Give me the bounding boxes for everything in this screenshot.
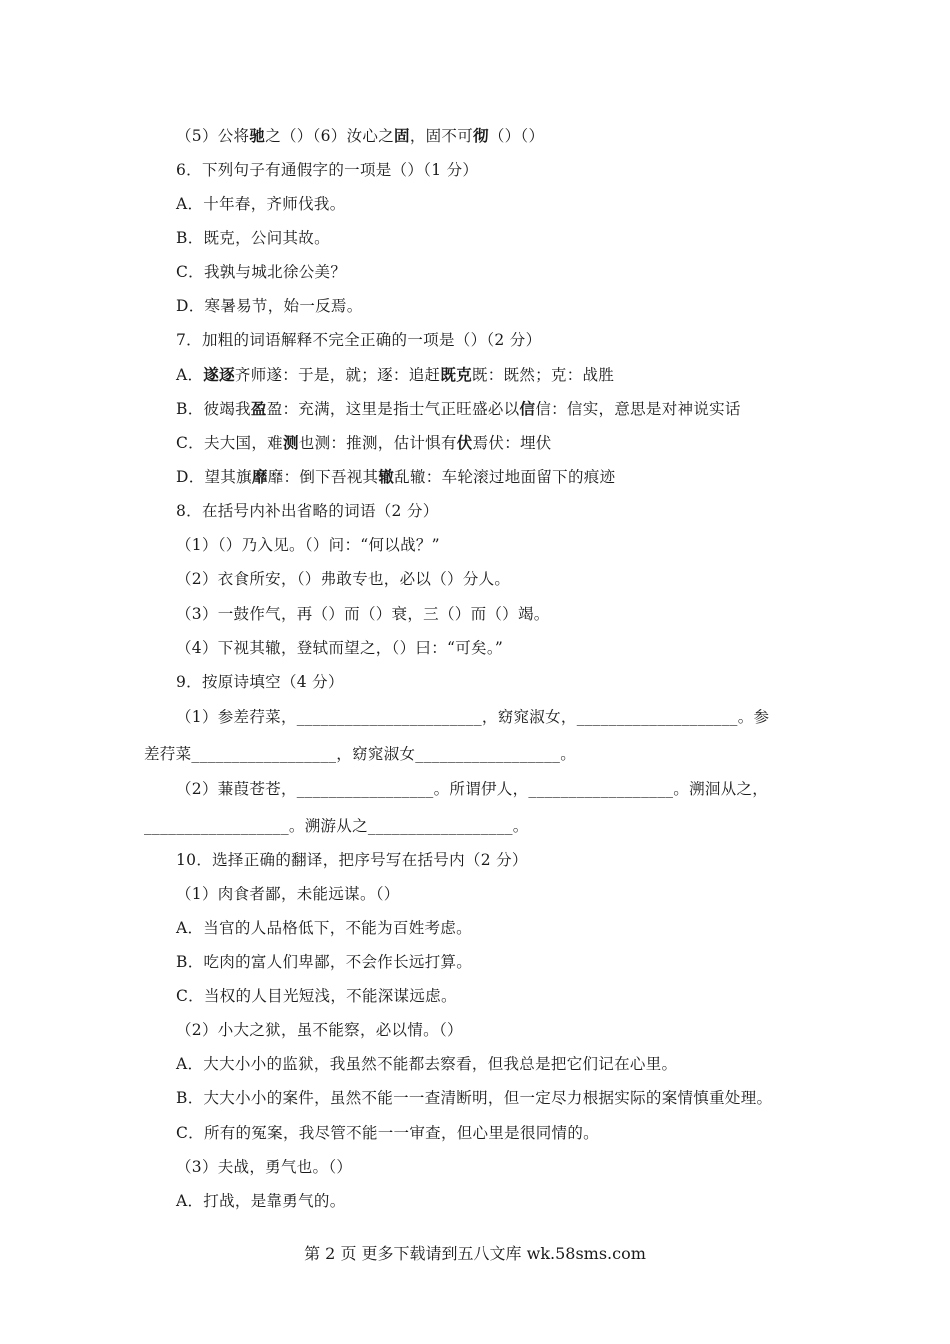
bold-word: 伏 (456, 433, 473, 452)
question-8-stem: 8．在括号内补出省略的词语（2 分） (176, 502, 439, 520)
q9-fill-line: （2）蒹葭苍苍，_________________。所谓伊人，__________________。溯洄从之， (176, 780, 769, 798)
q10-line: B．吃肉的富人们卑鄙，不会作长远打算。 (176, 953, 473, 971)
q10-line: A．大大小小的监狱，我虽然不能都去察看，但我总是把它们记在心里。 (176, 1055, 678, 1073)
question-10-stem: 10．选择正确的翻译，把序号写在括号内（2 分） (176, 851, 528, 869)
bold-word: 盈 (250, 399, 267, 418)
question-6-stem: 6．下列句子有通假字的一项是（）（1 分） (176, 161, 479, 179)
q5-continuation-line: （5）公将驰之（）（6）汝心之固，固不可彻（）（） (176, 126, 545, 145)
bold-word: 遂逐 (203, 365, 235, 384)
q8-item: （3）一鼓作气，再（）而（）衰，三（）而（）竭。 (176, 605, 550, 623)
q7-option-a: A．遂逐齐师遂：于是，就；逐：追赶既克既：既然；克：战胜 (176, 365, 615, 384)
bold-word: 驰 (249, 126, 266, 145)
q6-option-c: C．我孰与城北徐公美？ (176, 263, 347, 281)
q9-fill-line: 差荇菜__________________，窈窕淑女__________________。 (144, 745, 577, 763)
q7-option-c: C．夫大国，难测也测：推测，估计惧有伏焉伏：埋伏 (176, 433, 552, 452)
q10-line: A．当官的人品格低下，不能为百姓考虑。 (176, 919, 472, 937)
bold-word: 既克 (440, 365, 472, 384)
question-7-stem: 7．加粗的词语解释不完全正确的一项是（）（2 分） (176, 331, 542, 349)
q10-line: （3）夫战，勇气也。（） (176, 1158, 353, 1176)
bold-word: 固 (394, 126, 410, 145)
bold-word: 测 (282, 433, 299, 452)
q6-option-a: A．十年春，齐师伐我。 (176, 195, 346, 213)
q8-item: （2）衣食所安，（）弗敢专也，必以（）分人。 (176, 570, 511, 588)
q10-line: B．大大小小的案件，虽然不能一一查清断明，但一定尽力根据实际的案情慎重处理。 (176, 1089, 773, 1107)
bold-word: 辙 (378, 467, 395, 486)
q8-item: （1）（）乃入见。（）问：“何以战？” (176, 536, 440, 554)
q10-line: A．打战，是靠勇气的。 (176, 1192, 346, 1210)
q10-line: （2）小大之狱，虽不能察，必以情。（） (176, 1021, 463, 1039)
bold-word: 靡 (251, 467, 268, 486)
q10-line: （1）肉食者鄙，未能远谋。（） (176, 885, 400, 903)
q8-item: （4）下视其辙，登轼而望之，（）曰：“可矣。” (176, 639, 504, 657)
q7-option-b: B．彼竭我盈盈：充满，这里是指士气正旺盛必以信信：信实，意思是对神说实话 (176, 399, 741, 418)
q7-option-d: D．望其旗靡靡：倒下吾视其辙乱辙：车轮滚过地面留下的痕迹 (176, 467, 616, 486)
bold-word: 信 (519, 399, 536, 418)
q6-option-d: D．寒暑易节，始一反焉。 (176, 297, 363, 315)
q10-line: C．所有的冤案，我尽管不能一一审查，但心里是很同情的。 (176, 1124, 599, 1142)
q9-fill-line: __________________。溯游从之__________________。 (144, 817, 529, 835)
q10-line: C．当权的人目光短浅，不能深谋远虑。 (176, 987, 457, 1005)
q9-fill-line: （1）参差荇菜，_______________________，窈窕淑女，____________________。参 (176, 708, 770, 726)
question-9-stem: 9．按原诗填空（4 分） (176, 673, 344, 691)
q6-option-b: B．既克，公问其故。 (176, 229, 330, 247)
bold-word: 彻 (473, 126, 489, 145)
page-footer: 第 2 页 更多下载请到五八文库 wk.58sms.com (304, 1244, 646, 1263)
